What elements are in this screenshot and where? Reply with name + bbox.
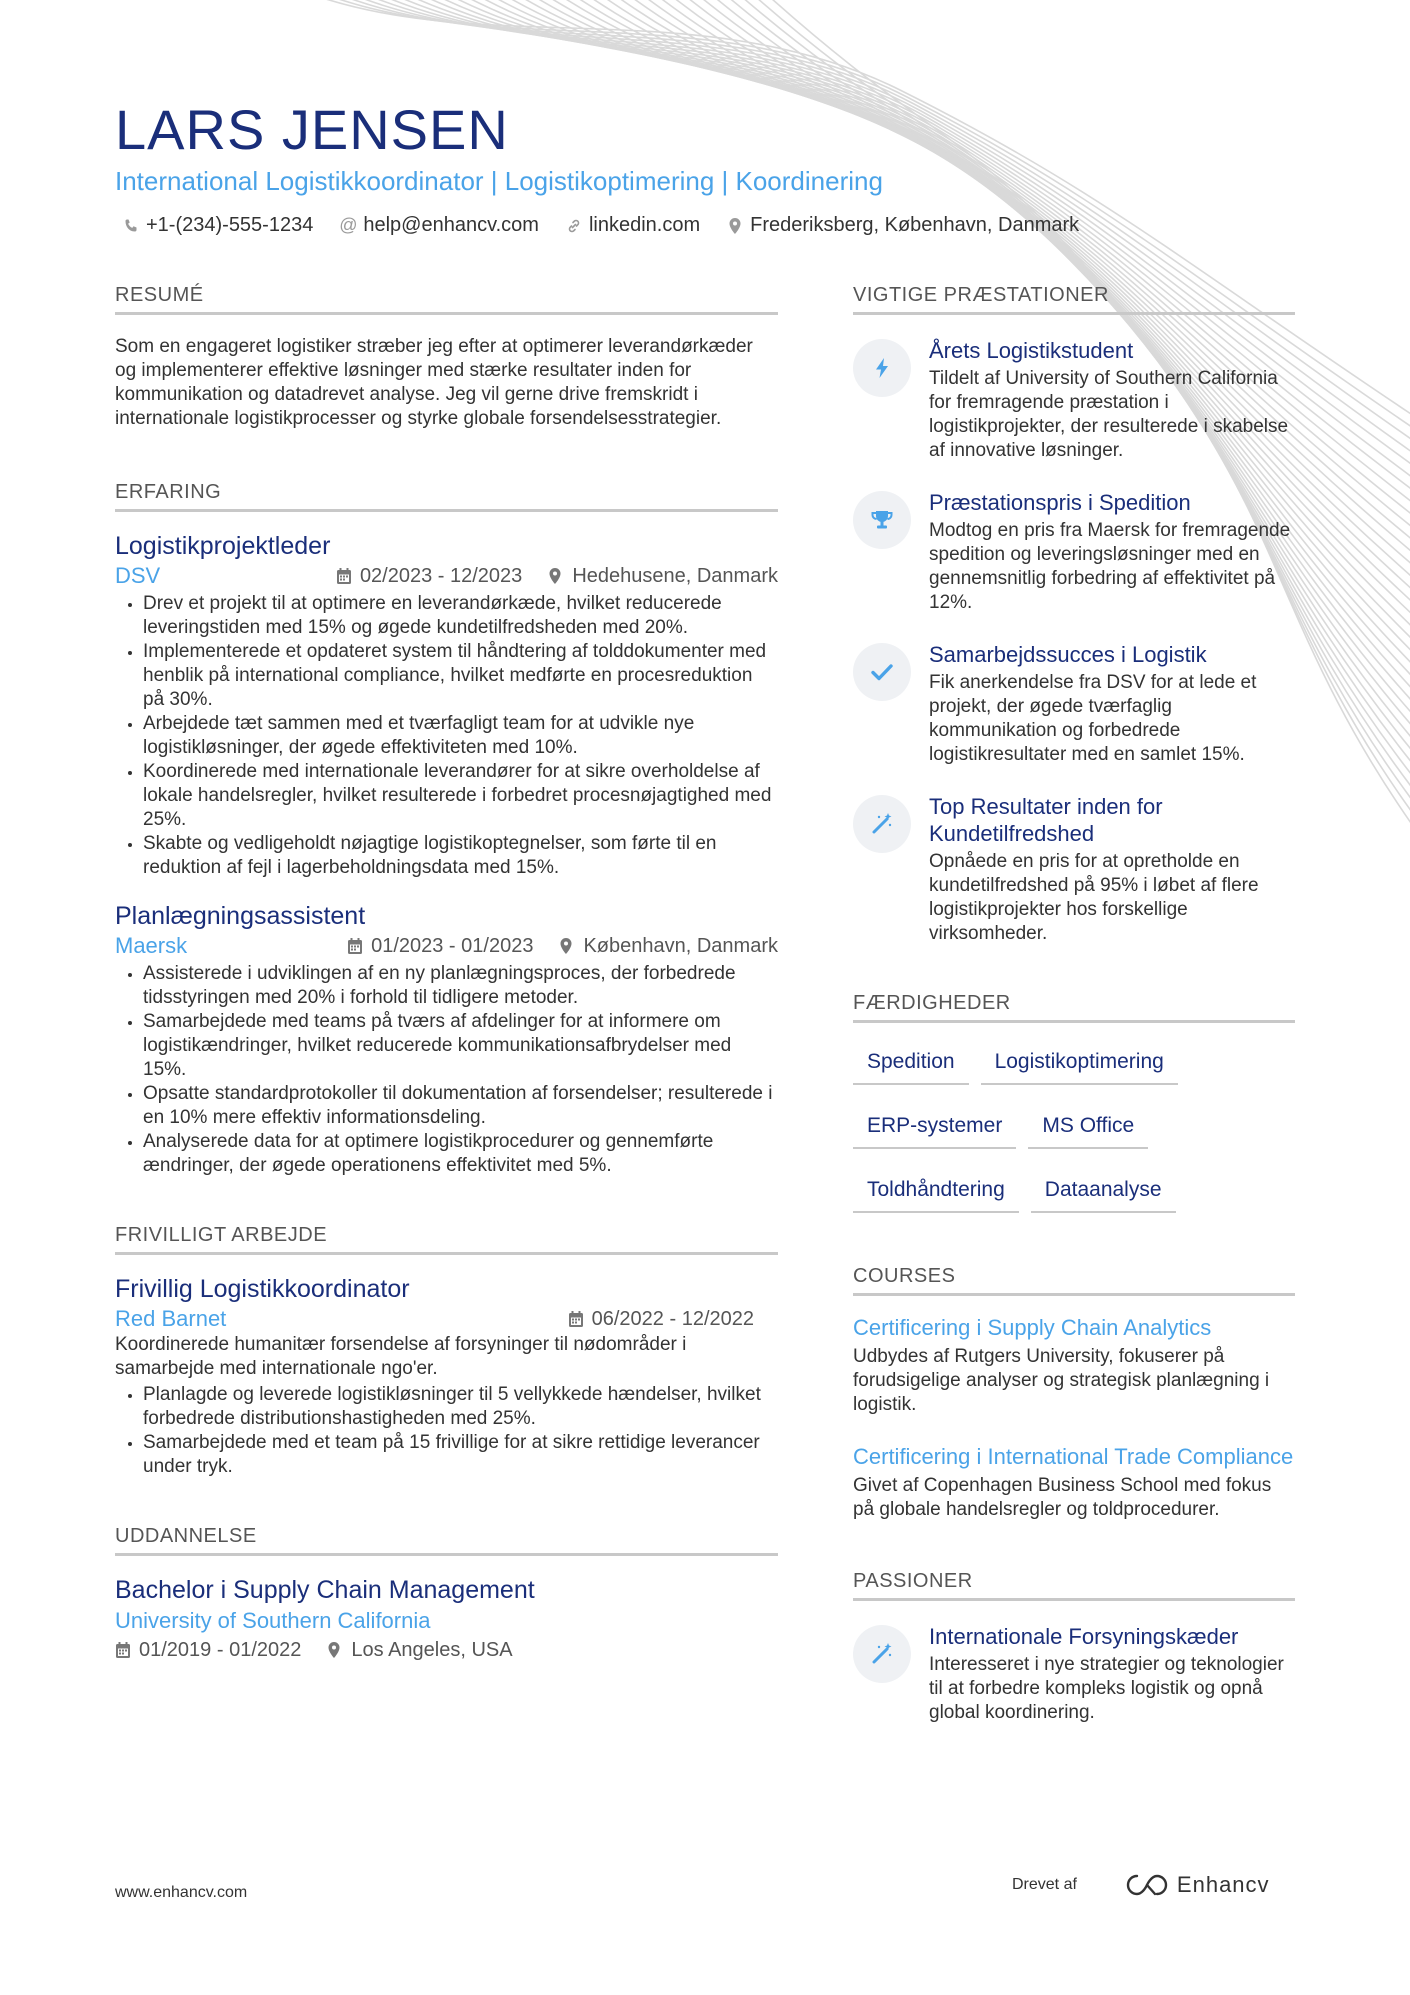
- achievement-desc: Tildelt af University of Southern California for fremragende præstation i logistikprojekter, der resulterede i skabelse af innovative løsninger.: [929, 368, 1289, 461]
- passions-heading: PASSIONER: [853, 1568, 1295, 1601]
- course-title: Certificering i Supply Chain Analytics: [853, 1315, 1212, 1340]
- job-location-text: København, Danmark: [583, 935, 778, 957]
- job-meta: [115, 562, 778, 590]
- skills-list: [853, 1049, 1295, 1241]
- volunteer-section: [115, 1222, 778, 1479]
- bullet-item: • Analyserede data for at optimere logistikprocedurer og gennemførte ændringer, der øgede operationens effektivitet med 5%.: [143, 1130, 778, 1178]
- skill-tag: MS Office: [1028, 1113, 1148, 1149]
- calendar-icon: [115, 1641, 131, 1659]
- course-item: [853, 1443, 1295, 1522]
- at-icon: @: [339, 215, 358, 235]
- job-entry: [115, 900, 778, 1178]
- course-desc: Udbydes af Rutgers University, fokuserer på forudsigelige analyser og strategisk planlægning i logistik.: [853, 1346, 1270, 1415]
- achievement-title: Årets Logistikstudent: [929, 338, 1134, 363]
- education-section: [115, 1523, 778, 1664]
- achievement-item: [853, 337, 1295, 463]
- calendar-icon: [347, 937, 363, 955]
- bullet-item: • Skabte og vedligeholdt nøjagtige logistikoptegnelser, som førte til en reduktion af fejl i lagerbeholdningsdata med 15%.: [143, 832, 778, 880]
- phone-text: +1-(234)-555-1234: [146, 214, 314, 236]
- achievement-title: Præstationspris i Spedition: [929, 490, 1191, 515]
- volunteer-heading: FRIVILLIGT ARBEJDE: [115, 1222, 778, 1255]
- contact-phone[interactable]: [122, 214, 313, 237]
- job-title: Logistikprojektleder: [115, 532, 331, 560]
- bullet-item: • Samarbejdede med et team på 15 frivillige for at sikre rettidige leverancer under tryk.: [143, 1431, 778, 1479]
- volunteer-dates-text: 06/2022 - 12/2022: [591, 1308, 754, 1330]
- passion-title: Internationale Forsyningskæder: [929, 1624, 1239, 1649]
- volunteer-role: Frivillig Logistikkoordinator: [115, 1275, 410, 1303]
- job-dates-text: 01/2023 - 01/2023: [371, 935, 534, 957]
- volunteer-meta: [115, 1305, 778, 1333]
- job-meta: [115, 932, 778, 960]
- course-title: Certificering i International Trade Compliance: [853, 1444, 1294, 1469]
- job-title: Planlægningsassistent: [115, 902, 366, 930]
- passion-desc: Interesseret i nye strategier og teknologier til at forbedre kompleks logistik og opnå global koordinering.: [929, 1654, 1284, 1723]
- bullet-item: • Samarbejdede med teams på tværs af afdelinger for at informere om logistikændringer, hvilket reducerede kommunikationsafbrydelser med 15%.: [143, 1010, 778, 1082]
- map-pin-icon: [559, 937, 575, 955]
- contact-email[interactable]: [339, 214, 539, 237]
- right-column: [853, 282, 1295, 1725]
- location-text: Frederiksberg, København, Danmark: [750, 214, 1080, 236]
- skill-tag: Dataanalyse: [1031, 1177, 1176, 1213]
- education-location: [327, 1636, 512, 1664]
- job-bullets: [115, 592, 778, 880]
- achievement-item: [853, 793, 1295, 946]
- map-pin-icon: [548, 567, 564, 585]
- job-location-text: Hedehusene, Danmark: [572, 565, 778, 587]
- courses-section: [853, 1263, 1295, 1522]
- job-location: [548, 562, 778, 590]
- achievements-heading: VIGTIGE PRÆSTATIONER: [853, 282, 1295, 315]
- powered-by-text: Drevet af: [1012, 1876, 1077, 1893]
- job-dates-text: 02/2023 - 12/2023: [359, 565, 523, 587]
- achievement-item: [853, 641, 1295, 767]
- company-name: DSV: [115, 563, 161, 588]
- footer-website[interactable]: www.enhancv.com: [115, 1884, 248, 1901]
- achievement-item: [853, 489, 1295, 615]
- bullet-item: • Implementerede et opdateret system til håndtering af tolddokumenter med henblik på international compliance, hvilket medførte en procesreduktion på 30%.: [143, 640, 778, 712]
- experience-heading: ERFARING: [115, 479, 778, 512]
- check-icon: [853, 643, 911, 701]
- phone-icon: [122, 217, 140, 235]
- brand-name: Enhancv: [1176, 1872, 1270, 1897]
- volunteer-intro: Koordinerede humanitær forsendelse af forsyninger til nødområder i samarbejde med internationale ngo'er.: [115, 1334, 687, 1379]
- enhancv-logo[interactable]: [1123, 1872, 1270, 1898]
- job-dates: [336, 562, 522, 590]
- education-heading: UDDANNELSE: [115, 1523, 778, 1556]
- job-location: [559, 932, 778, 960]
- experience-section: [115, 479, 778, 1178]
- headline: International Logistikkoordinator | Logistikoptimering | Koordinering: [115, 166, 883, 196]
- bolt-icon: [853, 339, 911, 397]
- education-meta: [115, 1636, 778, 1664]
- passion-item: [853, 1623, 1295, 1725]
- achievement-desc: Fik anerkendelse fra DSV for at lede et projekt, der øgede tværfaglig kommunikation og forbedrede logistikresultater med en samlet 15%.: [929, 672, 1257, 765]
- skill-tag: Logistikoptimering: [981, 1049, 1178, 1085]
- education-location-text: Los Angeles, USA: [351, 1639, 513, 1661]
- skill-tag: Spedition: [853, 1049, 969, 1085]
- job-entry: [115, 530, 778, 880]
- summary-section: [115, 282, 778, 431]
- bullet-item: • Opsatte standardprotokoller til dokumentation af forsendelser; resulterede i en 10% mere effektiv informationsdeling.: [143, 1082, 778, 1130]
- enhancv-logo-icon: [1123, 1872, 1171, 1898]
- skills-heading: FÆRDIGHEDER: [853, 990, 1295, 1023]
- contact-location: [726, 214, 1079, 237]
- contact-bar: [122, 214, 1105, 237]
- volunteer-org: Red Barnet: [115, 1306, 227, 1331]
- course-desc: Givet af Copenhagen Business School med fokus på globale handelsregler og toldprocedurer.: [853, 1475, 1272, 1520]
- job-bullets: [115, 962, 778, 1178]
- education-dates-text: 01/2019 - 01/2022: [139, 1639, 302, 1661]
- left-column: [115, 282, 778, 1664]
- passions-section: [853, 1568, 1295, 1725]
- linkedin-text: linkedin.com: [588, 214, 701, 236]
- map-pin-icon: [327, 1641, 343, 1659]
- volunteer-dates: [568, 1305, 754, 1333]
- achievements-section: [853, 282, 1295, 946]
- calendar-icon: [568, 1310, 584, 1328]
- bullet-item: • Planlagde og leverede logistikløsninger til 5 vellykkede hændelser, hvilket forbedrede distributionshastigheden med 25%.: [143, 1383, 778, 1431]
- trophy-icon: [853, 491, 911, 549]
- achievement-desc: Opnåede en pris for at opretholde en kundetilfredshed på 95% i løbet af flere logistikprojekter hos forskellige virksomheder.: [929, 851, 1259, 944]
- footer-branding: [1012, 1872, 1270, 1898]
- contact-linkedin[interactable]: [565, 214, 700, 237]
- magic-wand-icon: [853, 795, 911, 853]
- email-text: help@enhancv.com: [363, 214, 539, 236]
- summary-heading: RESUMÉ: [115, 282, 778, 315]
- skill-tag: Toldhåndtering: [853, 1177, 1019, 1213]
- education-dates: [115, 1636, 301, 1664]
- courses-heading: COURSES: [853, 1263, 1295, 1296]
- achievement-title: Top Resultater inden for Kundetilfredshed: [929, 794, 1163, 846]
- map-pin-icon: [726, 217, 744, 235]
- skill-tag: ERP-systemer: [853, 1113, 1016, 1149]
- school-name: University of Southern California: [115, 1608, 431, 1633]
- calendar-icon: [336, 567, 352, 585]
- course-item: [853, 1314, 1295, 1417]
- achievement-title: Samarbejdssucces i Logistik: [929, 642, 1207, 667]
- summary-text: Som en engageret logistiker stræber jeg efter at optimerer leverandørkæder og implementerer effektive løsninger med stærke resultater inden for kommunikation og datadrevet analyse. Jeg vil gerne drive fremskridt i internationale logistikprocesser og styrke globale forsendelsesstrategier.: [115, 336, 753, 429]
- bullet-item: • Arbejdede tæt sammen med et tværfagligt team for at udvikle nye logistikløsninger, der øgede effektiviteten med 10%.: [143, 712, 778, 760]
- bullet-item: • Assisterede i udviklingen af en ny planlægningsproces, der forbedrede tidsstyringen med 20% i forhold til tidligere metoder.: [143, 962, 778, 1010]
- degree-title: Bachelor i Supply Chain Management: [115, 1576, 535, 1604]
- volunteer-bullets: [115, 1383, 778, 1479]
- candidate-name: LARS JENSEN: [115, 98, 509, 161]
- link-icon: [565, 217, 583, 235]
- skills-section: [853, 990, 1295, 1241]
- bullet-item: • Koordinerede med internationale leverandører for at sikre overholdelse af lokale handelsregler, hvilket resulterede i forbedret procesnøjagtighed med 25%.: [143, 760, 778, 832]
- achievement-desc: Modtog en pris fra Maersk for fremragende spedition og leveringsløsninger med en gennemsnitlig forbedring af effektivitet på 12%.: [929, 520, 1291, 613]
- company-name: Maersk: [115, 933, 188, 958]
- job-dates: [347, 932, 533, 960]
- magic-wand-icon: [853, 1625, 911, 1683]
- bullet-item: • Drev et projekt til at optimere en leverandørkæde, hvilket reducerede leveringstiden med 15% og øgede kundetilfredsheden med 20%.: [143, 592, 778, 640]
